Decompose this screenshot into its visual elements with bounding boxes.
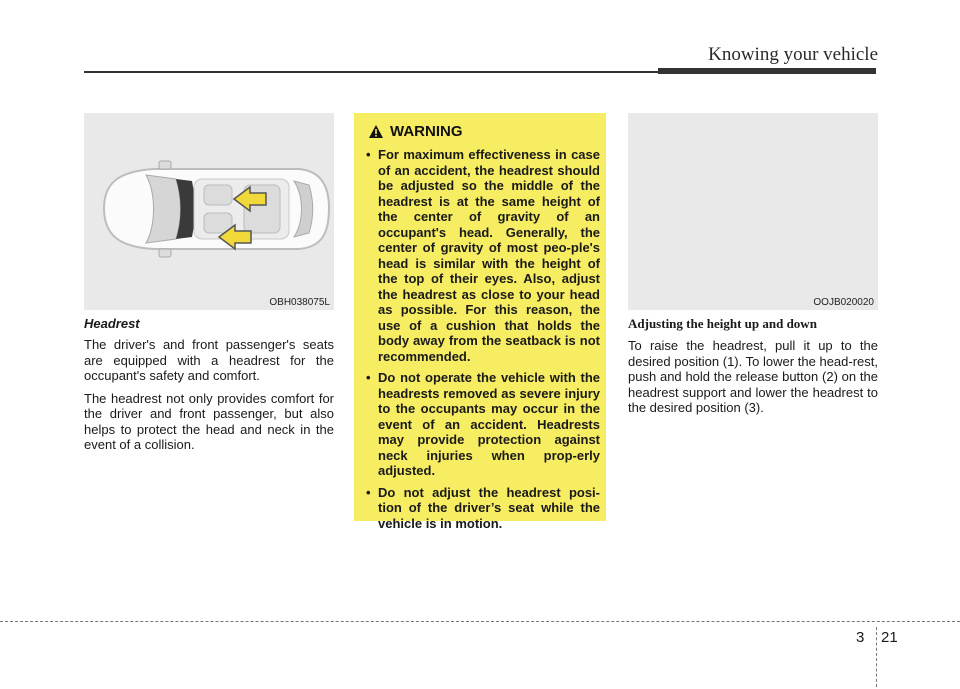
page-number-separator xyxy=(876,627,877,687)
left-column xyxy=(84,316,334,460)
warning-triangle-icon xyxy=(368,124,384,139)
adjust-height-subhead: Adjusting the height up and down xyxy=(628,316,817,331)
headrest-paragraph-1: The driver's and front passenger's seats are equipped with a headrest for the occupant's safety and comfort. xyxy=(84,337,334,383)
warning-item: • For maximum effectiveness in case of an accident, the headrest should be adjusted so the middle of the headrest is at the same height of the center of gravity of an occupant's head. Generally, the center of gravity of most peo-ple's head is similar with the height of the top of their eyes. Also, adjust the headrest as close to your head as possible. For this reason, the use of a cushion that holds the body away from the seatback is not recommended. xyxy=(366,147,600,364)
right-column xyxy=(628,316,878,423)
headrest-adjust-figure xyxy=(628,113,878,310)
car-top-view-illustration xyxy=(84,113,334,310)
bullet-icon: • xyxy=(366,370,371,385)
warning-list xyxy=(364,147,600,537)
adjust-height-paragraph: To raise the headrest, pull it up to the desired position (1). To lower the head-rest, push and hold the release button (2) on the headrest support and lower the headrest to the desired position (3). xyxy=(628,338,878,415)
warning-item: • Do not operate the vehicle with the headrests removed as severe injury to the occupants may occur in the event of an accident. Headrests may provide protection against neck injuries when prop-erly adjusted. xyxy=(366,370,600,478)
footer-divider xyxy=(0,621,960,622)
headrest-paragraph-2: The headrest not only provides comfort for the driver and front passenger, but also helps to protect the head and neck in the event of a collision. xyxy=(84,390,334,452)
warning-header xyxy=(368,123,463,140)
chapter-number: 3 xyxy=(856,629,865,646)
bullet-icon: • xyxy=(366,484,371,500)
figure-code-right: OOJB020020 xyxy=(813,297,874,308)
headrest-subhead: Headrest xyxy=(84,316,140,331)
page-number: 21 xyxy=(881,629,898,646)
warning-title: WARNING xyxy=(390,123,463,140)
car-top-view-figure xyxy=(84,113,334,310)
warning-box xyxy=(354,113,606,531)
section-title: Knowing your vehicle xyxy=(708,44,878,65)
header-rule xyxy=(84,71,660,73)
bullet-icon: • xyxy=(366,147,371,162)
warning-item: • Do not adjust the headrest posi-tion of the driver’s seat while the vehicle is in motion. xyxy=(366,484,600,531)
header-rule-accent xyxy=(658,68,876,74)
figure-code-left: OBH038075L xyxy=(269,297,330,308)
